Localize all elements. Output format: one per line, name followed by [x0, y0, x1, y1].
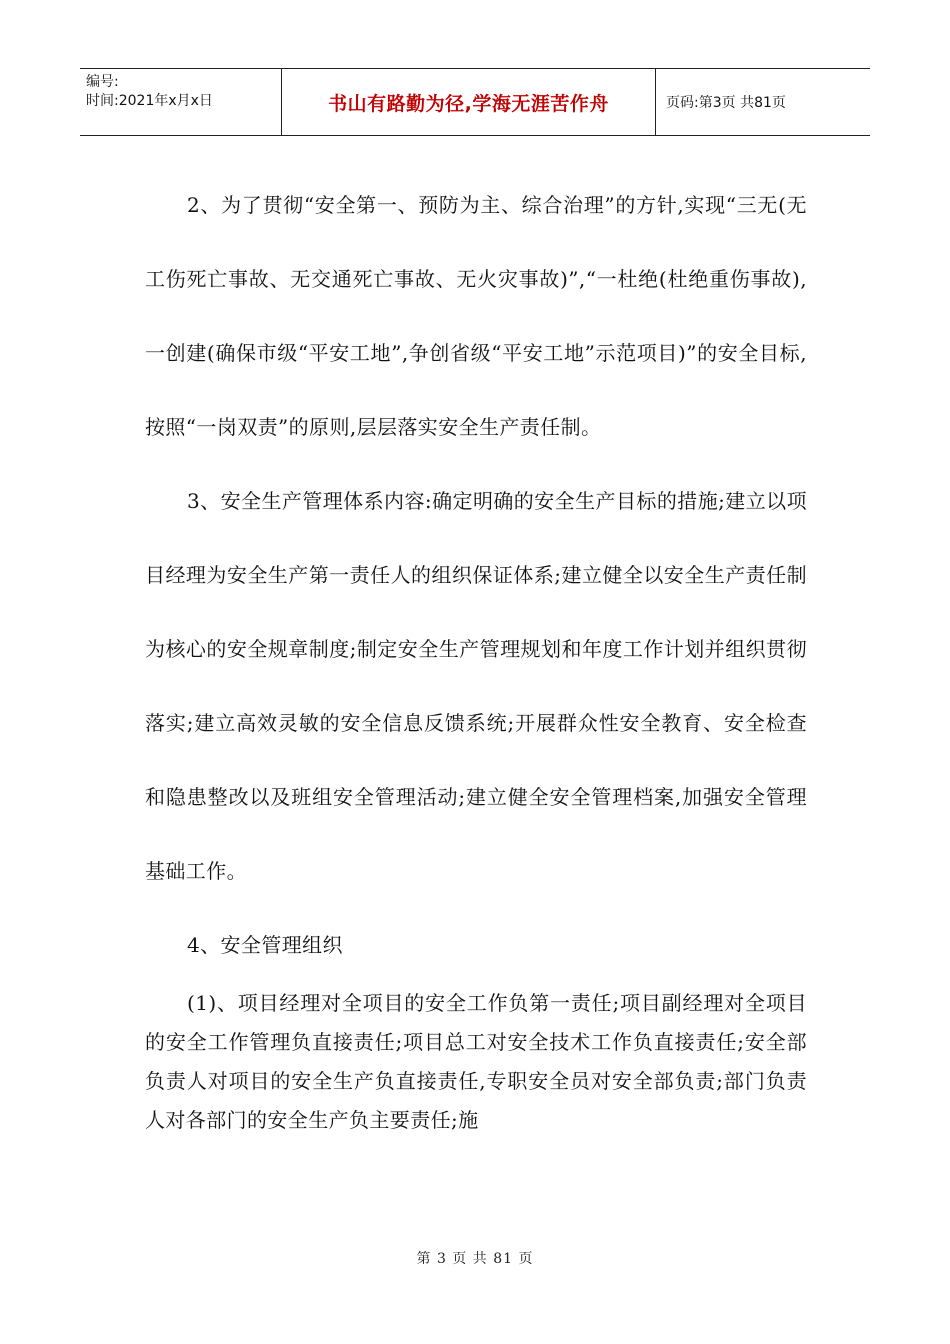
paragraph-safety-goal: 2、为了贯彻“安全第一、预防为主、综合治理”的方针,实现“三无(无工伤死亡事故、无交通死亡事故、无火灾事故)”,“一杜绝(杜绝重伤事故),一创建(确保市级“平安工地”,争创省级“平安工地”示范项目)”的安全目标,按照“一岗双责”的原则,层层落实安全生产责任制。 — [145, 193, 807, 439]
page-footer: 第 3 页 共 81 页 — [416, 1251, 534, 1267]
header-meta — [80, 69, 282, 135]
document-number-label: 编号: — [86, 74, 119, 90]
document-date-label: 时间:2021年x月x日 — [86, 93, 213, 109]
paragraph-responsibilities: (1)、项目经理对全项目的安全工作负第一责任;项目副经理对全项目的安全工作管理负直接责任;项目总工对安全技术工作负直接责任;安全部负责人对项目的安全生产负直接责任,专职安全员对安全部负责;部门负责人对各部门的安全生产负主要责任;施 — [145, 991, 807, 1132]
document-body — [145, 168, 807, 1140]
section-heading-organization: 4、安全管理组织 — [187, 933, 343, 957]
document-header — [80, 68, 870, 136]
paragraph-management-system: 3、安全生产管理体系内容:确定明确的安全生产目标的措施;建立以项目经理为安全生产第一责任人的组织保证体系;建立健全以安全生产责任制为核心的安全规章制度;制定安全生产管理规划和年度工作计划并组织贯彻落实;建立高效灵敏的安全信息反馈系统;开展群众性安全教育、安全检查和隐患整改以及班组安全管理活动;建立健全安全管理档案,加强安全管理基础工作。 — [145, 489, 807, 883]
header-motto: 书山有路勤为径,学海无涯苦作舟 — [282, 69, 656, 135]
header-page-number: 页码:第3页 共81页 — [666, 95, 786, 111]
